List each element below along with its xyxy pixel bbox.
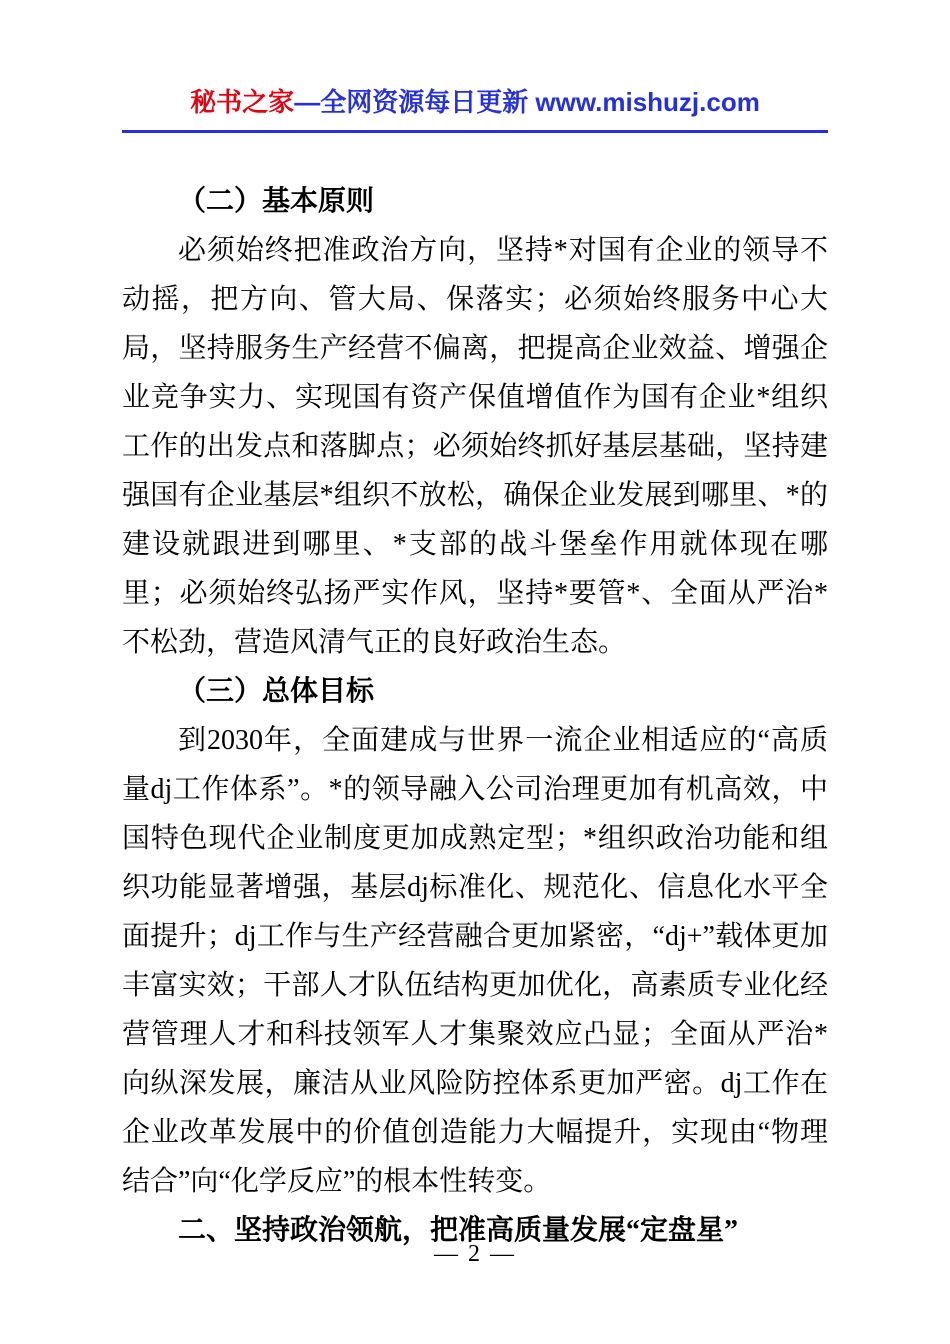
document-body (122, 177, 828, 1255)
chapter-heading-political-navigation: 二、坚持政治领航，把准高质量发展“定盘星” (178, 1215, 739, 1246)
section-heading-basic-principles: （二）基本原则 (178, 186, 375, 217)
site-brand: 秘书之家 (190, 87, 295, 117)
header-divider (122, 130, 828, 133)
section-heading-overall-goals: （三）总体目标 (178, 676, 375, 707)
site-url-link[interactable]: www.mishuzj.com (535, 87, 760, 117)
paragraph-overall-goals: 到2030年，全面建成与世界一流企业相适应的“高质量dj工作体系”。*的领导融入公司治理更加有机高效，中国特色现代企业制度更加成熟定型；*组织政治功能和组织功能显著增强，基层dj标准化、规范化、信息化水平全面提升；dj工作与生产经营融合更加紧密，“dj+”载体更加丰富实效；干部人才队伍结构更加优化，高素质专业化经营管理人才和科技领军人才集聚效应凸显；全面从严治*向纵深发展，廉洁从业风险防控体系更加严密。dj工作在企业改革发展中的价值创造能力大幅提升，实现由“物理结合”向“化学反应”的根本性转变。 (122, 725, 828, 1197)
page-number: — 2 — (434, 1241, 516, 1267)
site-tagline: —全网资源每日更新 (294, 87, 536, 117)
site-header (122, 86, 828, 118)
page-footer (0, 1241, 950, 1268)
paragraph-basic-principles: 必须始终把准政治方向，坚持*对国有企业的领导不动摇，把方向、管大局、保落实；必须始终服务中心大局，坚持服务生产经营不偏离，把提高企业效益、增强企业竞争实力、实现国有资产保值增值作为国有企业*组织工作的出发点和落脚点；必须始终抓好基层基础，坚持建强国有企业基层*组织不放松，确保企业发展到哪里、*的建设就跟进到哪里、*支部的战斗堡垒作用就体现在哪里；必须始终弘扬严实作风，坚持*要管*、全面从严治*不松劲，营造风清气正的良好政治生态。 (122, 235, 828, 658)
